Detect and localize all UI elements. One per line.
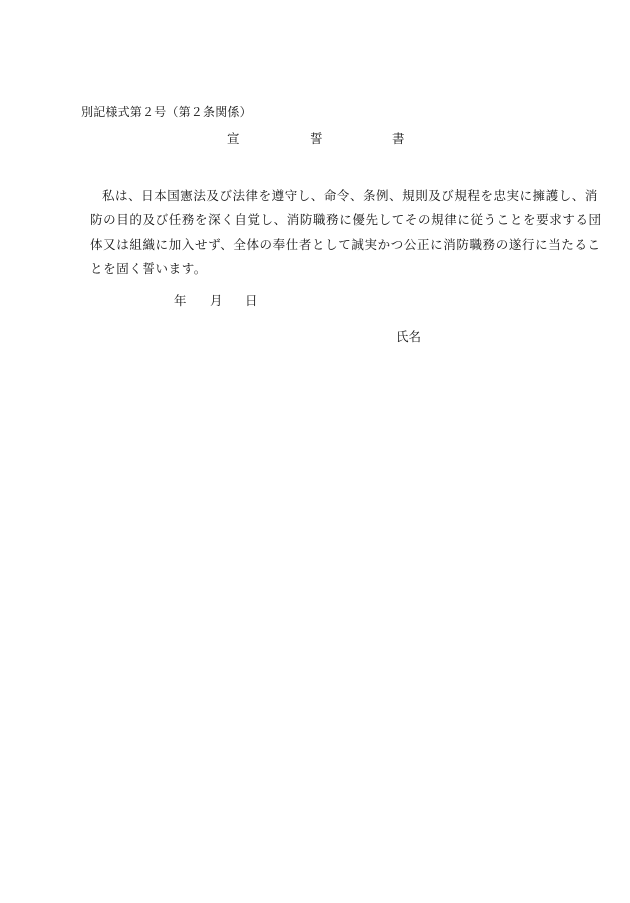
- oath-body-line: とを固く誓います。: [90, 261, 207, 276]
- date-month-label: 月: [210, 293, 223, 308]
- oath-body-line: 私は、日本国憲法及び法律を遵守し、命令、条例、規則及び規程を忠実に擁護し、消: [102, 188, 598, 203]
- date-year-label: 年: [174, 293, 187, 308]
- oath-body-line: 体又は組織に加入せず、全体の奉仕者として誠実かつ公正に消防職務の遂行に当たるこ: [90, 237, 601, 252]
- form-number-label: 別記様式第２号（第２条関係）: [81, 105, 252, 119]
- title-char-sen: 宣: [227, 131, 240, 146]
- title-char-sei: 誓: [310, 131, 323, 146]
- name-label: 氏名: [396, 329, 422, 344]
- oath-body-line: 防の目的及び任務を深く自覚し、消防職務に優先してその規律に従うことを要求する団: [90, 212, 602, 227]
- title-char-sho: 書: [392, 131, 405, 146]
- date-day-label: 日: [245, 293, 258, 308]
